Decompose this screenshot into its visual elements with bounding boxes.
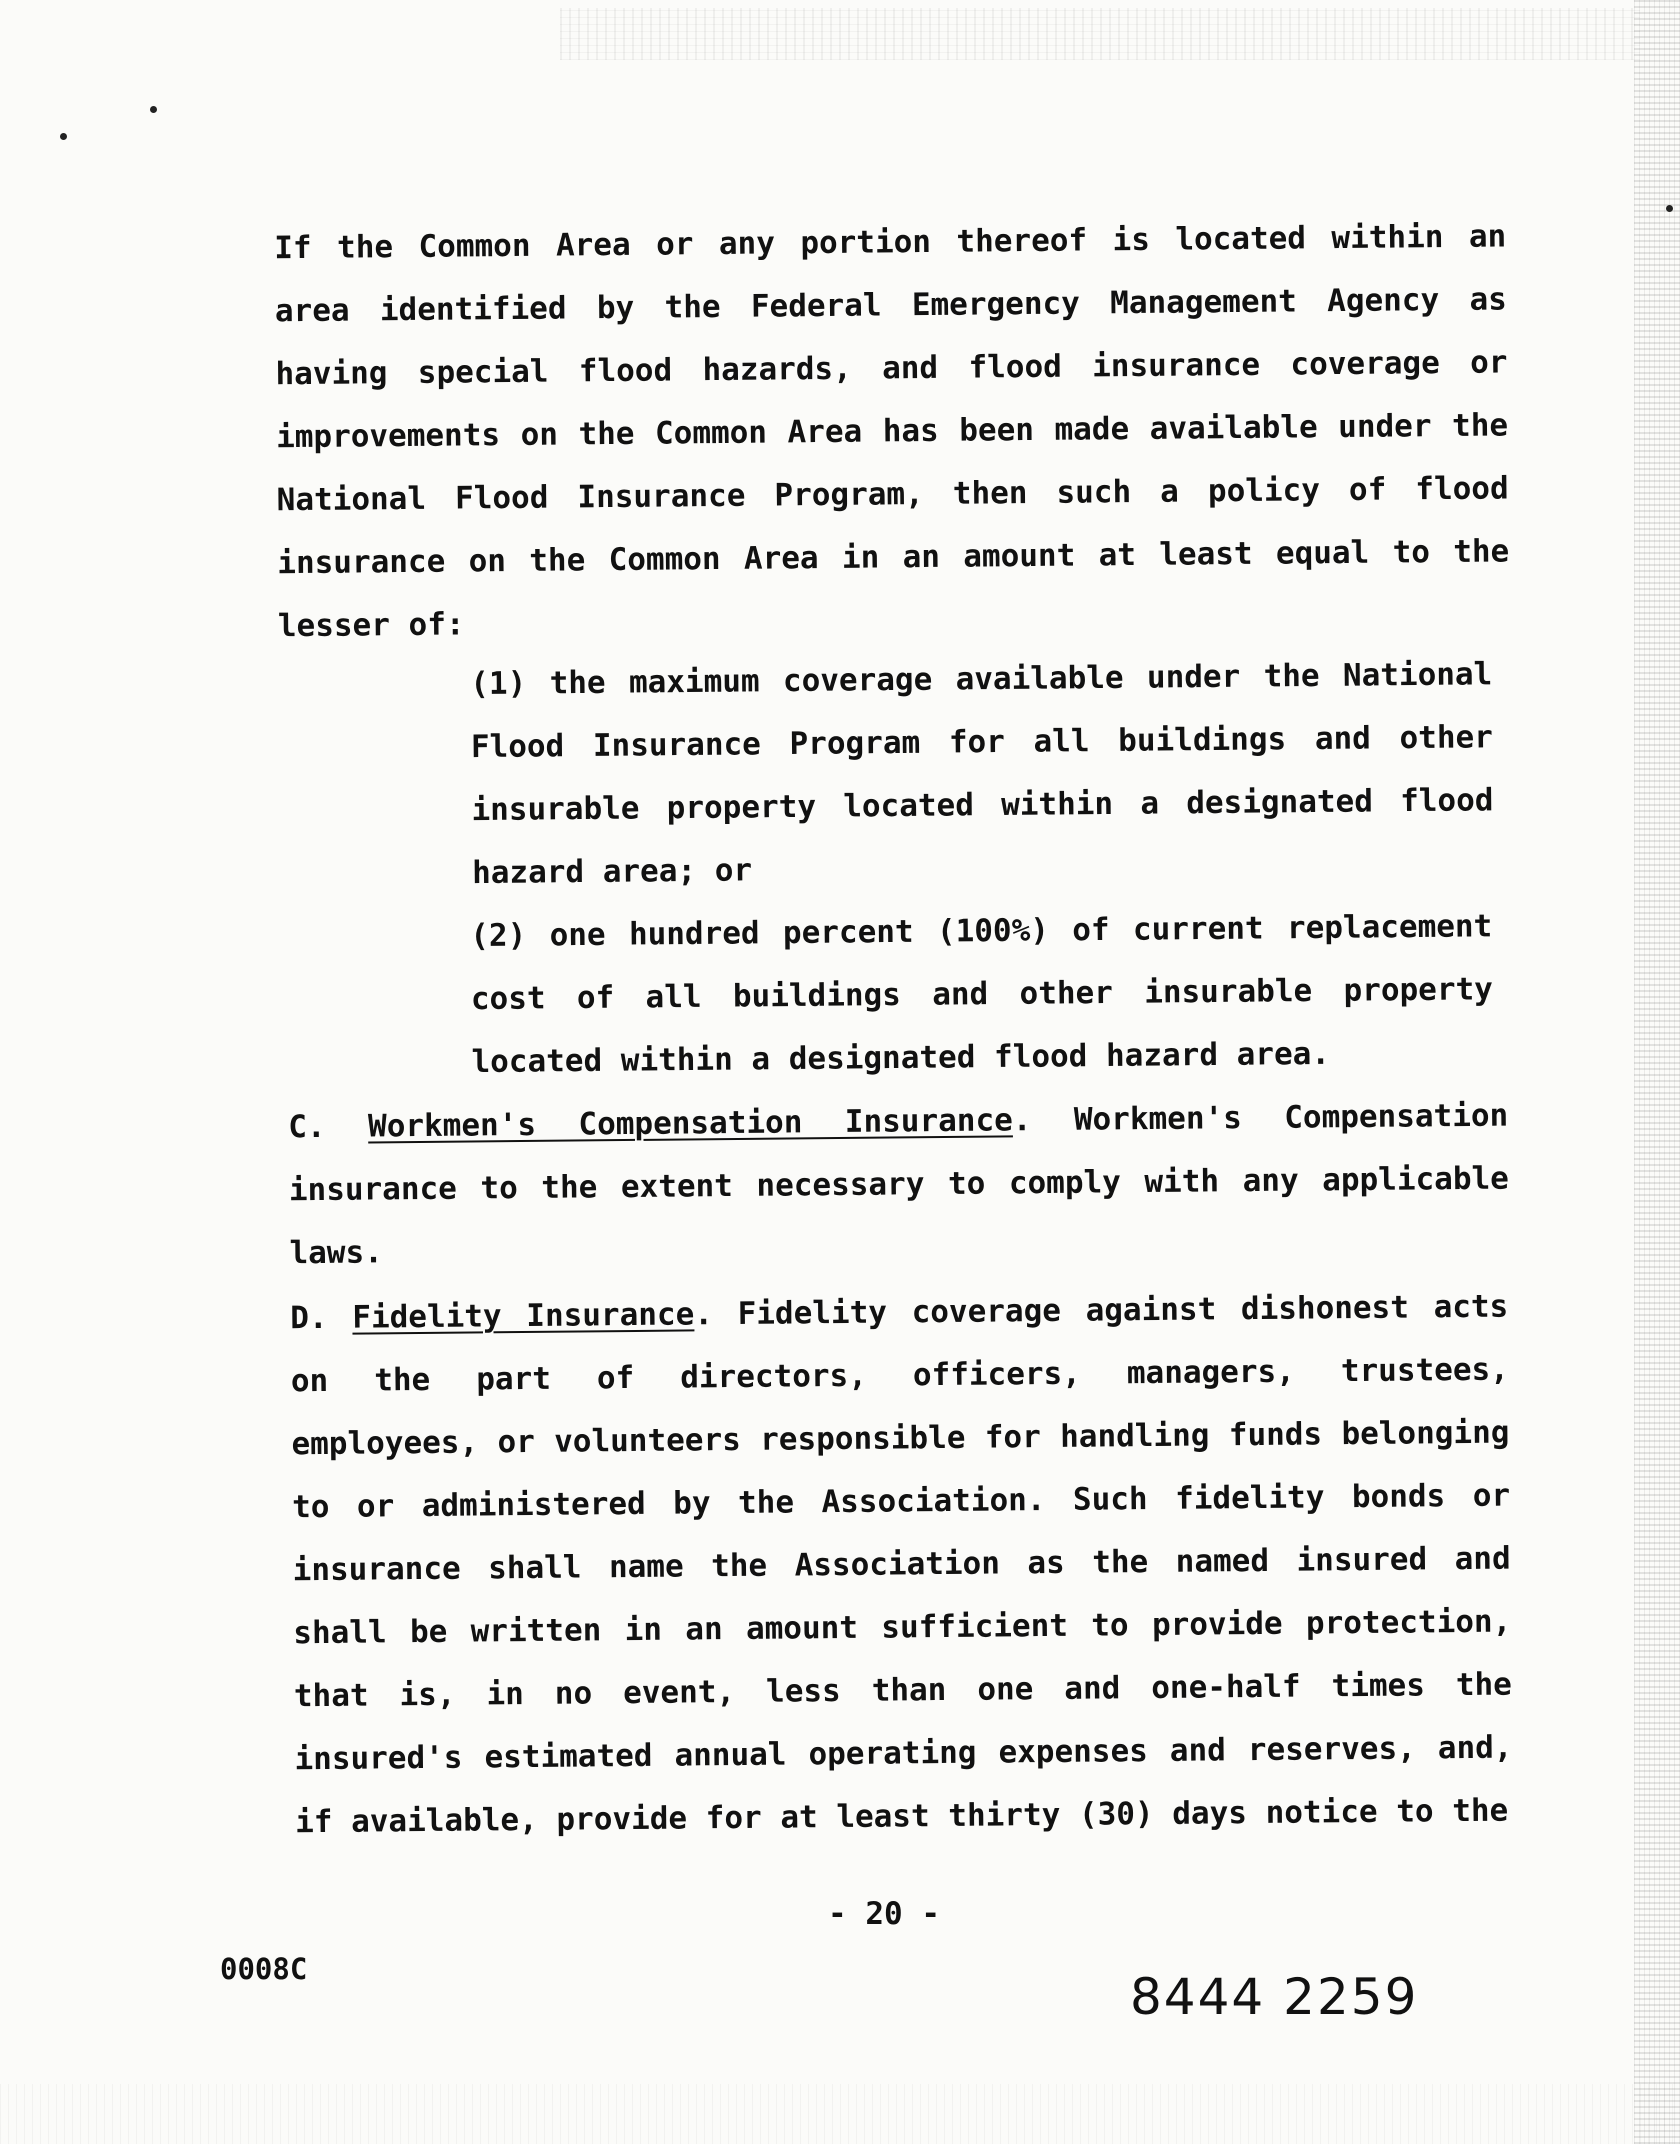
- scan-noise-bottom: [0, 2084, 1680, 2144]
- page-number: - 20 -: [828, 1896, 940, 1932]
- flood-item-2: [374, 895, 1494, 1095]
- section-d-heading: Fidelity Insurance: [352, 1296, 695, 1336]
- section-d-body: [214, 1276, 1513, 1855]
- bates-number: 8444 2259: [1130, 1968, 1419, 2026]
- flood-item-1-text: (1) the maximum coverage available under the National Flood Insurance Program for all buildings and other insurable property located within a designated flood hazard area; or: [470, 656, 1494, 892]
- section-c-heading: Workmen's Compensation Insurance: [367, 1102, 1013, 1145]
- flood-item-1: [374, 643, 1494, 906]
- section-d-letter: D.: [290, 1299, 328, 1337]
- section-c-paragraph: [212, 1085, 1510, 1286]
- scan-noise-right-edge: [1634, 0, 1680, 2144]
- flood-insurance-text: If the Common Area or any portion thereof is located within an area identified by the Federal Emergency Management Agency as having special flood hazards, and flood insurance coverage or improvements on the Common Area has been made available under the National Flood Insurance Program, then such a policy of flood insurance on the Common Area in an amount at least equal to the lesser of:: [274, 218, 1510, 645]
- section-d-paragraph: [214, 1276, 1513, 1855]
- scan-speck: [150, 106, 157, 113]
- section-c-body: [212, 1085, 1510, 1286]
- section-d-text: . Fidelity coverage against dishonest acts on the part of directors, officers, managers, trustees, employees, or volunteers responsible for handling funds belonging to or administered by the Association. Such fidelity bonds or insurance shall name the Association as the named insured and shall be written in an amount sufficient to provide protection, that is, in no event, less than one and one-half times the insured's estimated annual operating expenses and reserves, and, if available, provide for at least thirty (30) days notice to the: [290, 1288, 1513, 1841]
- section-c-text: . Workmen's Compensation insurance to the extent necessary to comply with any applicable laws.: [288, 1097, 1510, 1272]
- flood-insurance-paragraph: [196, 205, 1510, 659]
- scan-noise-top: [560, 8, 1640, 60]
- scan-speck: [60, 133, 67, 140]
- section-c-letter: C.: [288, 1108, 326, 1146]
- document-code: 0008C: [220, 1952, 308, 1986]
- scan-speck: [1666, 205, 1673, 212]
- flood-item-2-text: (2) one hundred percent (100%) of current replacement cost of all buildings and other insurable property located within a designated flood hazard area.: [470, 908, 1494, 1081]
